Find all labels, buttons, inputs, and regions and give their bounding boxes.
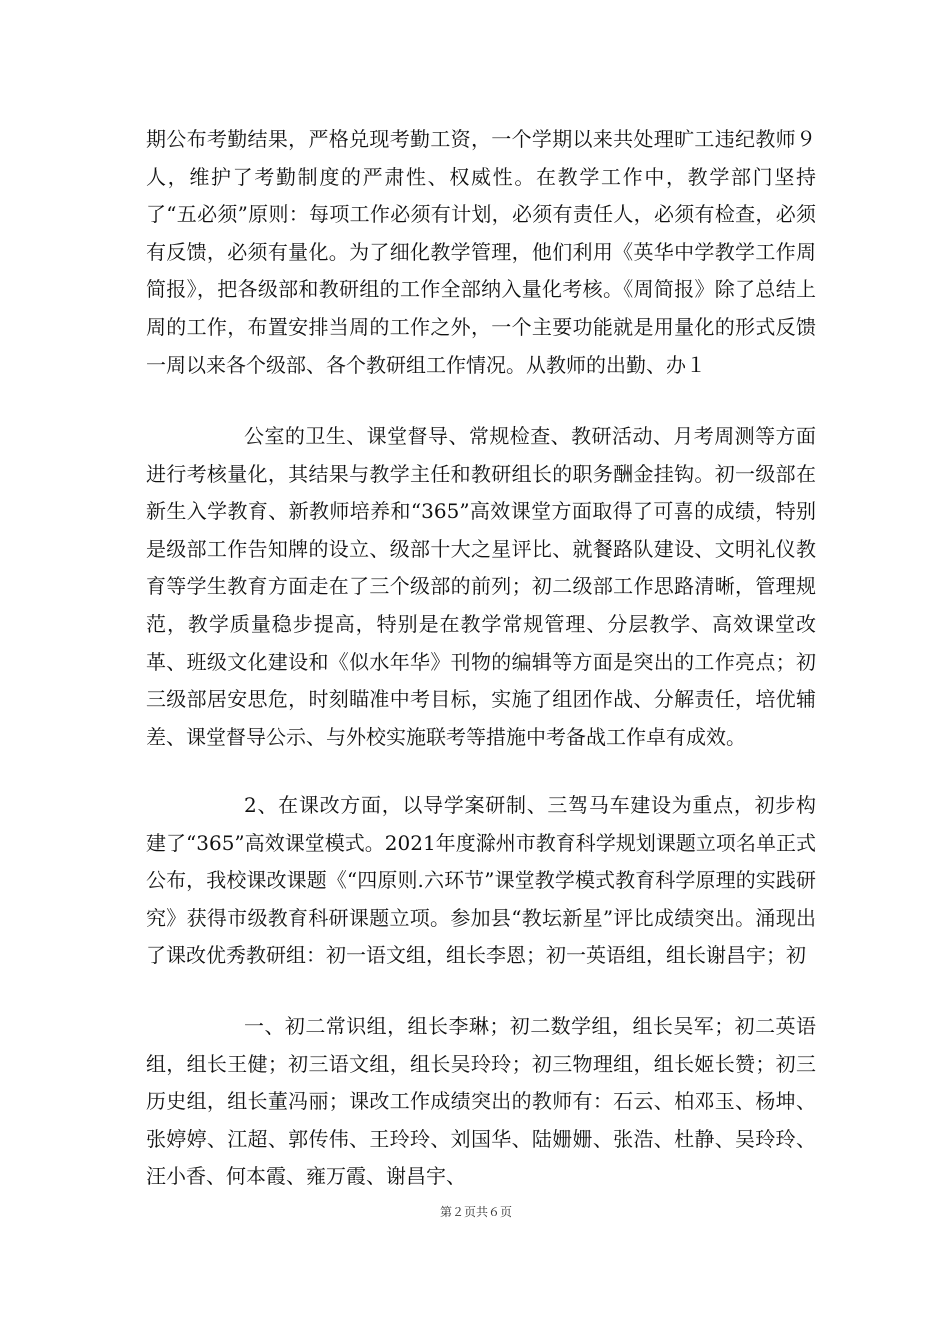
paragraph-curriculum-reform: [146, 787, 816, 975]
paragraph-outstanding-groups: [146, 1008, 816, 1196]
paragraph-grade-management: [146, 418, 816, 756]
paragraph-text: 一、初二常识组，组长李琳；初二数学组，组长吴军；初二英语组，组长王健；初三语文组，组长吴玲玲；初三物理组，组长姬长赞；初三历史组，组长董冯丽；课改工作成绩突出的教师有：石云、柏邓玉、杨坤、张婷婷、江超、郭传伟、王玲玲、刘国华、陆姗姗、张浩、杜静、吴玲玲、汪小香、何本霞、雍万霞、谢昌宇、: [146, 1014, 816, 1189]
page-number-footer: 第２页共６页: [440, 1205, 513, 1219]
paragraph-text: 2、在课改方面，以导学案研制、三驾马车建设为重点，初步构建了“365”高效课堂模式。2021年度滁州市教育科学规划课题立项名单正式公布，我校课改课题《“四原则.六环节”课堂教学模式教育科学原理的实践研究》获得市级教育科研课题立项。参加县“教坛新星”评比成绩突出。涌现出了课改优秀教研组：初一语文组，组长李恩；初一英语组，组长谢昌宇；初: [146, 793, 816, 968]
paragraph-attendance: [146, 121, 816, 384]
paragraph-text: 期公布考勤结果，严格兑现考勤工资，一个学期以来共处理旷工违纪教师９人，维护了考勤制度的严肃性、权威性。在教学工作中，教学部门坚持了“五必须”原则：每项工作必须有计划，必须有责任人，必须有检查，必须有反馈，必须有量化。为了细化教学管理，他们利用《英华中学教学工作周简报》，把各级部和教研组的工作全部纳入量化考核。《周简报》除了总结上周的工作，布置安排当周的工作之外，一个主要功能就是用量化的形式反馈一周以来各个级部、各个教研组工作情况。从教师的出勤、办１: [146, 127, 816, 377]
paragraph-text: 公室的卫生、课堂督导、常规检查、教研活动、月考周测等方面进行考核量化，其结果与教学主任和教研组长的职务酬金挂钩。初一级部在新生入学教育、新教师培养和“365”高效课堂方面取得了可喜的成绩，特别是级部工作告知牌的设立、级部十大之星评比、就餐路队建设、文明礼仪教育等学生教育方面走在了三个级部的前列；初二级部工作思路清晰，管理规范，教学质量稳步提高，特别是在教学常规管理、分层教学、高效课堂改革、班级文化建设和《似水年华》刊物的编辑等方面是突出的工作亮点；初三级部居安思危，时刻瞄准中考目标，实施了组团作战、分解责任，培优辅差、课堂督导公示、与外校实施联考等措施中考备战工作卓有成效。: [146, 424, 816, 749]
